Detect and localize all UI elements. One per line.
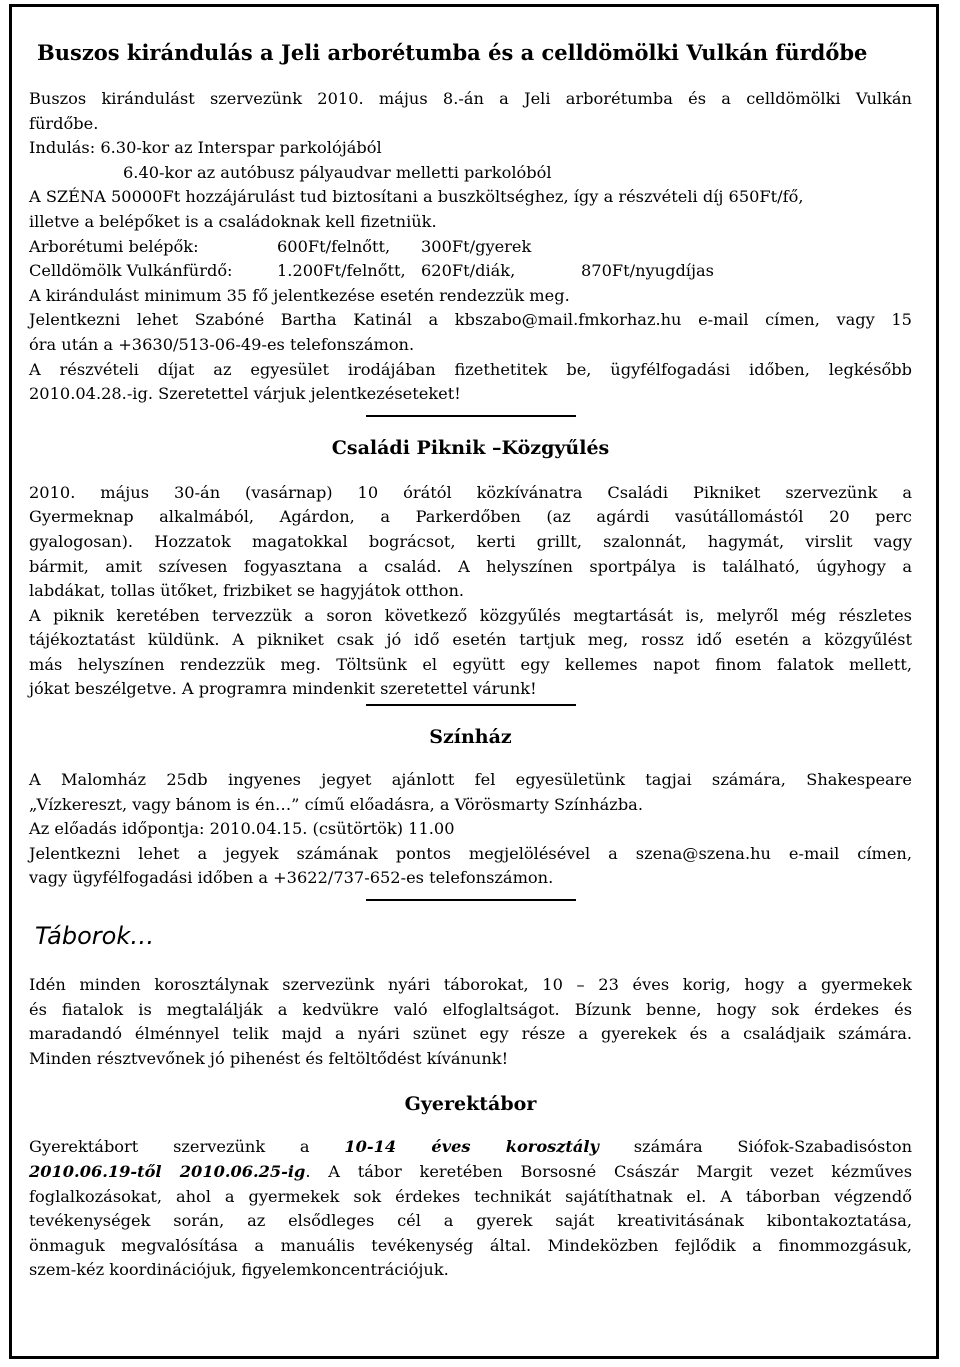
text-run: Gyerektábort szervezünk a bbox=[29, 1137, 345, 1157]
paragraph-line: fürdőbe. bbox=[29, 113, 99, 133]
paragraph-line: „Vízkereszt, vagy bánom is én…” című előadásra, a Vörösmarty Színházba. bbox=[29, 794, 643, 814]
paragraph-line: 2010.04.28.-ig. Szeretettel várjuk jelentkezéseteket! bbox=[29, 384, 461, 404]
paragraph-line: illetve a belépőket is a családoknak kell fizetniük. bbox=[29, 211, 437, 231]
date-range-highlight: 2010.06.19-től 2010.06.25-ig bbox=[29, 1162, 306, 1181]
paragraph-line: A Malomház 25db ingyenes jegyet ajánlott fel egyesületünk tagjai számára, Shakespeare bbox=[29, 770, 912, 790]
document-content bbox=[29, 33, 912, 1283]
paragraph-line: és fiatalok is megtalálják a kedvükre való elfoglaltságot. Bízunk benne, hogy sok érdekes és bbox=[29, 999, 912, 1019]
age-group-highlight: 10-14 éves korosztály bbox=[344, 1137, 599, 1157]
paragraph-line: A piknik keretében tervezzük a soron következő közgyűlés megtartását is, melyről még részletes bbox=[29, 605, 912, 625]
paragraph-line: maradandó élménnyel telik majd a nyári szünet egy része a gyerekek és a családjaik számára. bbox=[29, 1024, 912, 1044]
paragraph-line: más helyszínen rendezzük meg. Töltsünk el együtt egy kellemes napot finom falatok mellett, bbox=[29, 654, 912, 674]
paragraph-line: A részvételi díjat az egyesület irodájában fizethetitek be, ügyfélfogadási időben, legkésőbb bbox=[29, 359, 912, 379]
paragraph-line: 2010. május 30-án (vasárnap) 10 órától közkívánatra Családi Pikniket szervezünk a bbox=[29, 482, 912, 502]
paragraph-line: gyalogosan). Hozzatok magatokkal bográcsot, kerti grillt, szalonnát, hagymát, virslit vagy bbox=[29, 531, 912, 551]
price-value: 1.200Ft/felnőtt, bbox=[277, 261, 406, 281]
section-title-kids-camp: Gyerektábor bbox=[404, 1093, 537, 1116]
paragraph-line: tevékenységek során, az elsődleges cél a gyerek saját kreativitásának kibontakoztatása, bbox=[29, 1211, 912, 1231]
section-title-bus-trip: Buszos kirándulás a Jeli arborétumba és a celldömölki Vulkán fürdőbe bbox=[37, 40, 868, 65]
section-title-theatre: Színház bbox=[429, 726, 512, 749]
paragraph-line: bármit, amit szívesen fogyasztana a család. A helyszínen sportpálya is található, úgyhogy a bbox=[29, 556, 912, 576]
paragraph-line: Indulás: 6.30-kor az Interspar parkolójából bbox=[29, 138, 382, 158]
paragraph-line: vagy ügyfélfogadási időben a +3622/737-652-es telefonszámon. bbox=[29, 868, 554, 888]
price-value: 300Ft/gyerek bbox=[421, 236, 532, 256]
document-page bbox=[9, 4, 939, 1359]
paragraph-line: Minden résztvevőnek jó pihenést és feltöltődést kívánunk! bbox=[29, 1048, 509, 1068]
paragraph-line: Idén minden korosztálynak szervezünk nyári táborokat, 10 – 23 éves korig, hogy a gyermekek bbox=[29, 975, 912, 995]
paragraph-line: tájékoztatást küldünk. A pikniket csak jó idő esetén tartjuk meg, rossz idő esetén a közgyűlést bbox=[29, 630, 912, 650]
price-label: Arborétumi belépők: bbox=[29, 236, 199, 256]
paragraph-line: foglalkozásokat, ahol a gyermekek sok érdekes technikát sajátíthatnak el. A táborban végzendő bbox=[29, 1186, 912, 1206]
section-title-picnic: Családi Piknik –Közgyűlés bbox=[331, 436, 610, 459]
paragraph-line: 6.40-kor az autóbusz pályaudvar melletti parkolóból bbox=[123, 162, 552, 182]
paragraph-line: Az előadás időpontja: 2010.04.15. (csütörtök) 11.00 bbox=[29, 819, 455, 839]
price-label: Celldömölk Vulkánfürdő: bbox=[29, 261, 233, 281]
text-run: . A tábor keretében Borsosné Császár Margit vezet kézműves bbox=[305, 1162, 912, 1181]
price-row-spa bbox=[29, 259, 912, 284]
paragraph-line: Jelentkezni lehet Szabóné Bartha Katinál a kbszabo@mail.fmkorhaz.hu e-mail címen, vagy 15 bbox=[29, 310, 912, 330]
price-value: 870Ft/nyugdíjas bbox=[581, 261, 714, 281]
text-run: számára Siófok-Szabadisóston bbox=[598, 1137, 912, 1157]
paragraph-line bbox=[29, 1135, 912, 1160]
paragraph-line: óra után a +3630/513-06-49-es telefonszámon. bbox=[29, 334, 415, 354]
section-title-camps: Táborok… bbox=[35, 922, 155, 951]
price-row-arboretum bbox=[29, 235, 912, 260]
price-value: 600Ft/felnőtt, bbox=[277, 236, 391, 256]
paragraph-line: Gyermeknap alkalmából, Agárdon, a Parkerdőben (az agárdi vasútállomástól 20 perc bbox=[29, 507, 912, 527]
paragraph-line: A SZÉNA 50000Ft hozzájárulást tud biztosítani a buszköltséghez, így a részvételi díj 650Ft/fő, bbox=[29, 187, 804, 207]
paragraph-line: Jelentkezni lehet a jegyek számának pontos megjelölésével a szena@szena.hu e-mail címen, bbox=[29, 843, 912, 863]
price-value: 620Ft/diák, bbox=[421, 261, 516, 281]
paragraph-line: önmaguk megvalósítása a manuális tevékenység által. Mindeközben fejlődik a finommozgásuk, bbox=[29, 1235, 912, 1255]
paragraph-line: A kirándulást minimum 35 fő jelentkezése esetén rendezzük meg. bbox=[29, 285, 570, 305]
paragraph-line: szem-kéz koordinációjuk, figyelemkoncentrációjuk. bbox=[29, 1260, 449, 1280]
paragraph-line: Buszos kirándulást szervezünk 2010. május 8.-án a Jeli arborétumba és a celldömölki Vulkán bbox=[29, 89, 912, 108]
paragraph-line bbox=[29, 1160, 912, 1185]
paragraph-line: labdákat, tollas ütőket, frizbiket se hagyjátok otthon. bbox=[29, 581, 465, 601]
paragraph-line: jókat beszélgetve. A programra mindenkit szeretettel várunk! bbox=[29, 679, 537, 699]
